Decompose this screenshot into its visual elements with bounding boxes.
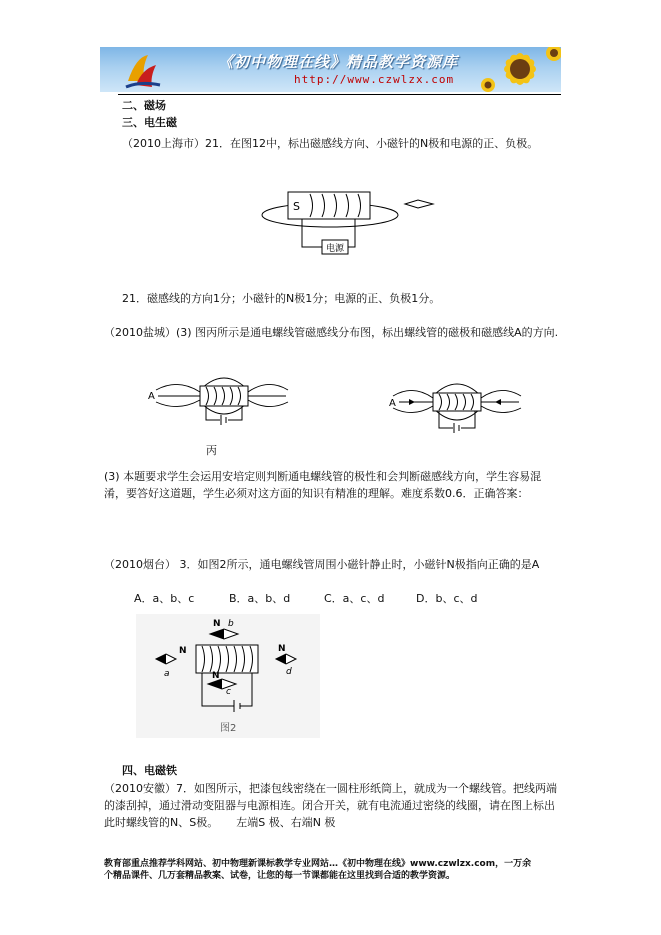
banner-title: 《初中物理在线》精品教学资源库 xyxy=(218,53,459,71)
footer-line-1: 教育部重点推荐学科网站、初中物理新课标教学专业网站…《初中物理在线》www.czwlzx.com，一万余 xyxy=(104,859,532,869)
figure-solenoid-field-right xyxy=(385,376,525,438)
option-a: A．a、b、c xyxy=(134,592,195,605)
arrow-right-icon xyxy=(409,399,415,405)
needle-a-label: a xyxy=(164,669,170,679)
field-line-a-label: A xyxy=(148,391,155,402)
figure-compass-solenoid xyxy=(136,614,320,738)
figure-solenoid-field-left xyxy=(148,372,290,434)
needle-d-north-label: N xyxy=(278,644,286,654)
needle-c-north-label: N xyxy=(212,671,220,681)
answer-yancheng: (3) 本题要求学生会运用安培定则判断通电螺线管的极性和会判断磁感线方向，学生容易混淆，要答好这道题，学生必须对这方面的知识有精准的理解。难度系数0.6．正确答案： xyxy=(104,470,542,500)
footer-line-2: 个精品课件、几万套精品教案、试卷，让您的每一节课都能在这里找到合适的教学资源。 xyxy=(104,871,456,881)
arrow-left-icon xyxy=(495,399,501,405)
question-anhui xyxy=(104,780,564,831)
compass-needle-icon xyxy=(405,200,433,208)
needle-d-label: d xyxy=(286,667,292,677)
power-supply-label: 电源 xyxy=(326,244,345,254)
needle-b-north-label: N xyxy=(213,619,221,629)
question-shanghai: （2010上海市）21．在图12中，标出磁感线方向、小磁针的N极和电源的正、负极。 xyxy=(122,137,539,150)
pole-s-label: S xyxy=(293,200,300,213)
answer-shanghai: 21．磁感线的方向1分；小磁针的N极1分；电源的正、负极1分。 xyxy=(122,292,441,305)
option-b: B．a、b、d xyxy=(229,592,291,605)
option-c: C．a、c、d xyxy=(324,592,385,605)
site-logo-icon xyxy=(122,51,164,89)
figure-solenoid-shanghai xyxy=(260,177,440,260)
header-banner xyxy=(100,47,561,92)
question-anhui-text: （2010安徽）7．如图所示，把漆包线密绕在一圆柱形纸筒上，就成为一个螺线管。把线两端的漆刮掉，通过滑动变阻器与电源相连。闭合开关，就有电流通过密绕的线圈，请在图上标出此时螺线管的N、S极。 xyxy=(104,782,557,829)
option-d: D．b、c、d xyxy=(416,592,478,605)
answer-anhui: 左端S 极、右端N 极 xyxy=(236,816,336,829)
question-yancheng: （2010盐城）(3) 图丙所示是通电螺线管磁感线分布图，标出螺线管的磁极和磁感线A的方向. xyxy=(104,326,559,339)
question-yantai: （2010烟台） 3．如图2所示，通电螺线管周围小磁针静止时，小磁针N极指向正确的是A xyxy=(104,558,540,571)
needle-b-label: b xyxy=(228,619,234,629)
section-heading-electricity-magnetism: 三、电生磁 xyxy=(122,116,177,129)
field-line-a-label-right: A xyxy=(389,398,396,409)
sunflower-icon xyxy=(480,47,561,92)
needle-a-north-label: N xyxy=(179,646,187,656)
banner-url[interactable]: http://www.czwlzx.com xyxy=(294,73,455,86)
figure-2-caption: 图2 xyxy=(220,723,237,734)
section-heading-electromagnet: 四、电磁铁 xyxy=(122,764,177,777)
header-divider xyxy=(118,94,561,95)
figure-caption-bing: 丙 xyxy=(206,444,217,457)
section-heading-magnetic-field: 二、磁场 xyxy=(122,99,166,112)
needle-c-label: c xyxy=(226,687,231,697)
